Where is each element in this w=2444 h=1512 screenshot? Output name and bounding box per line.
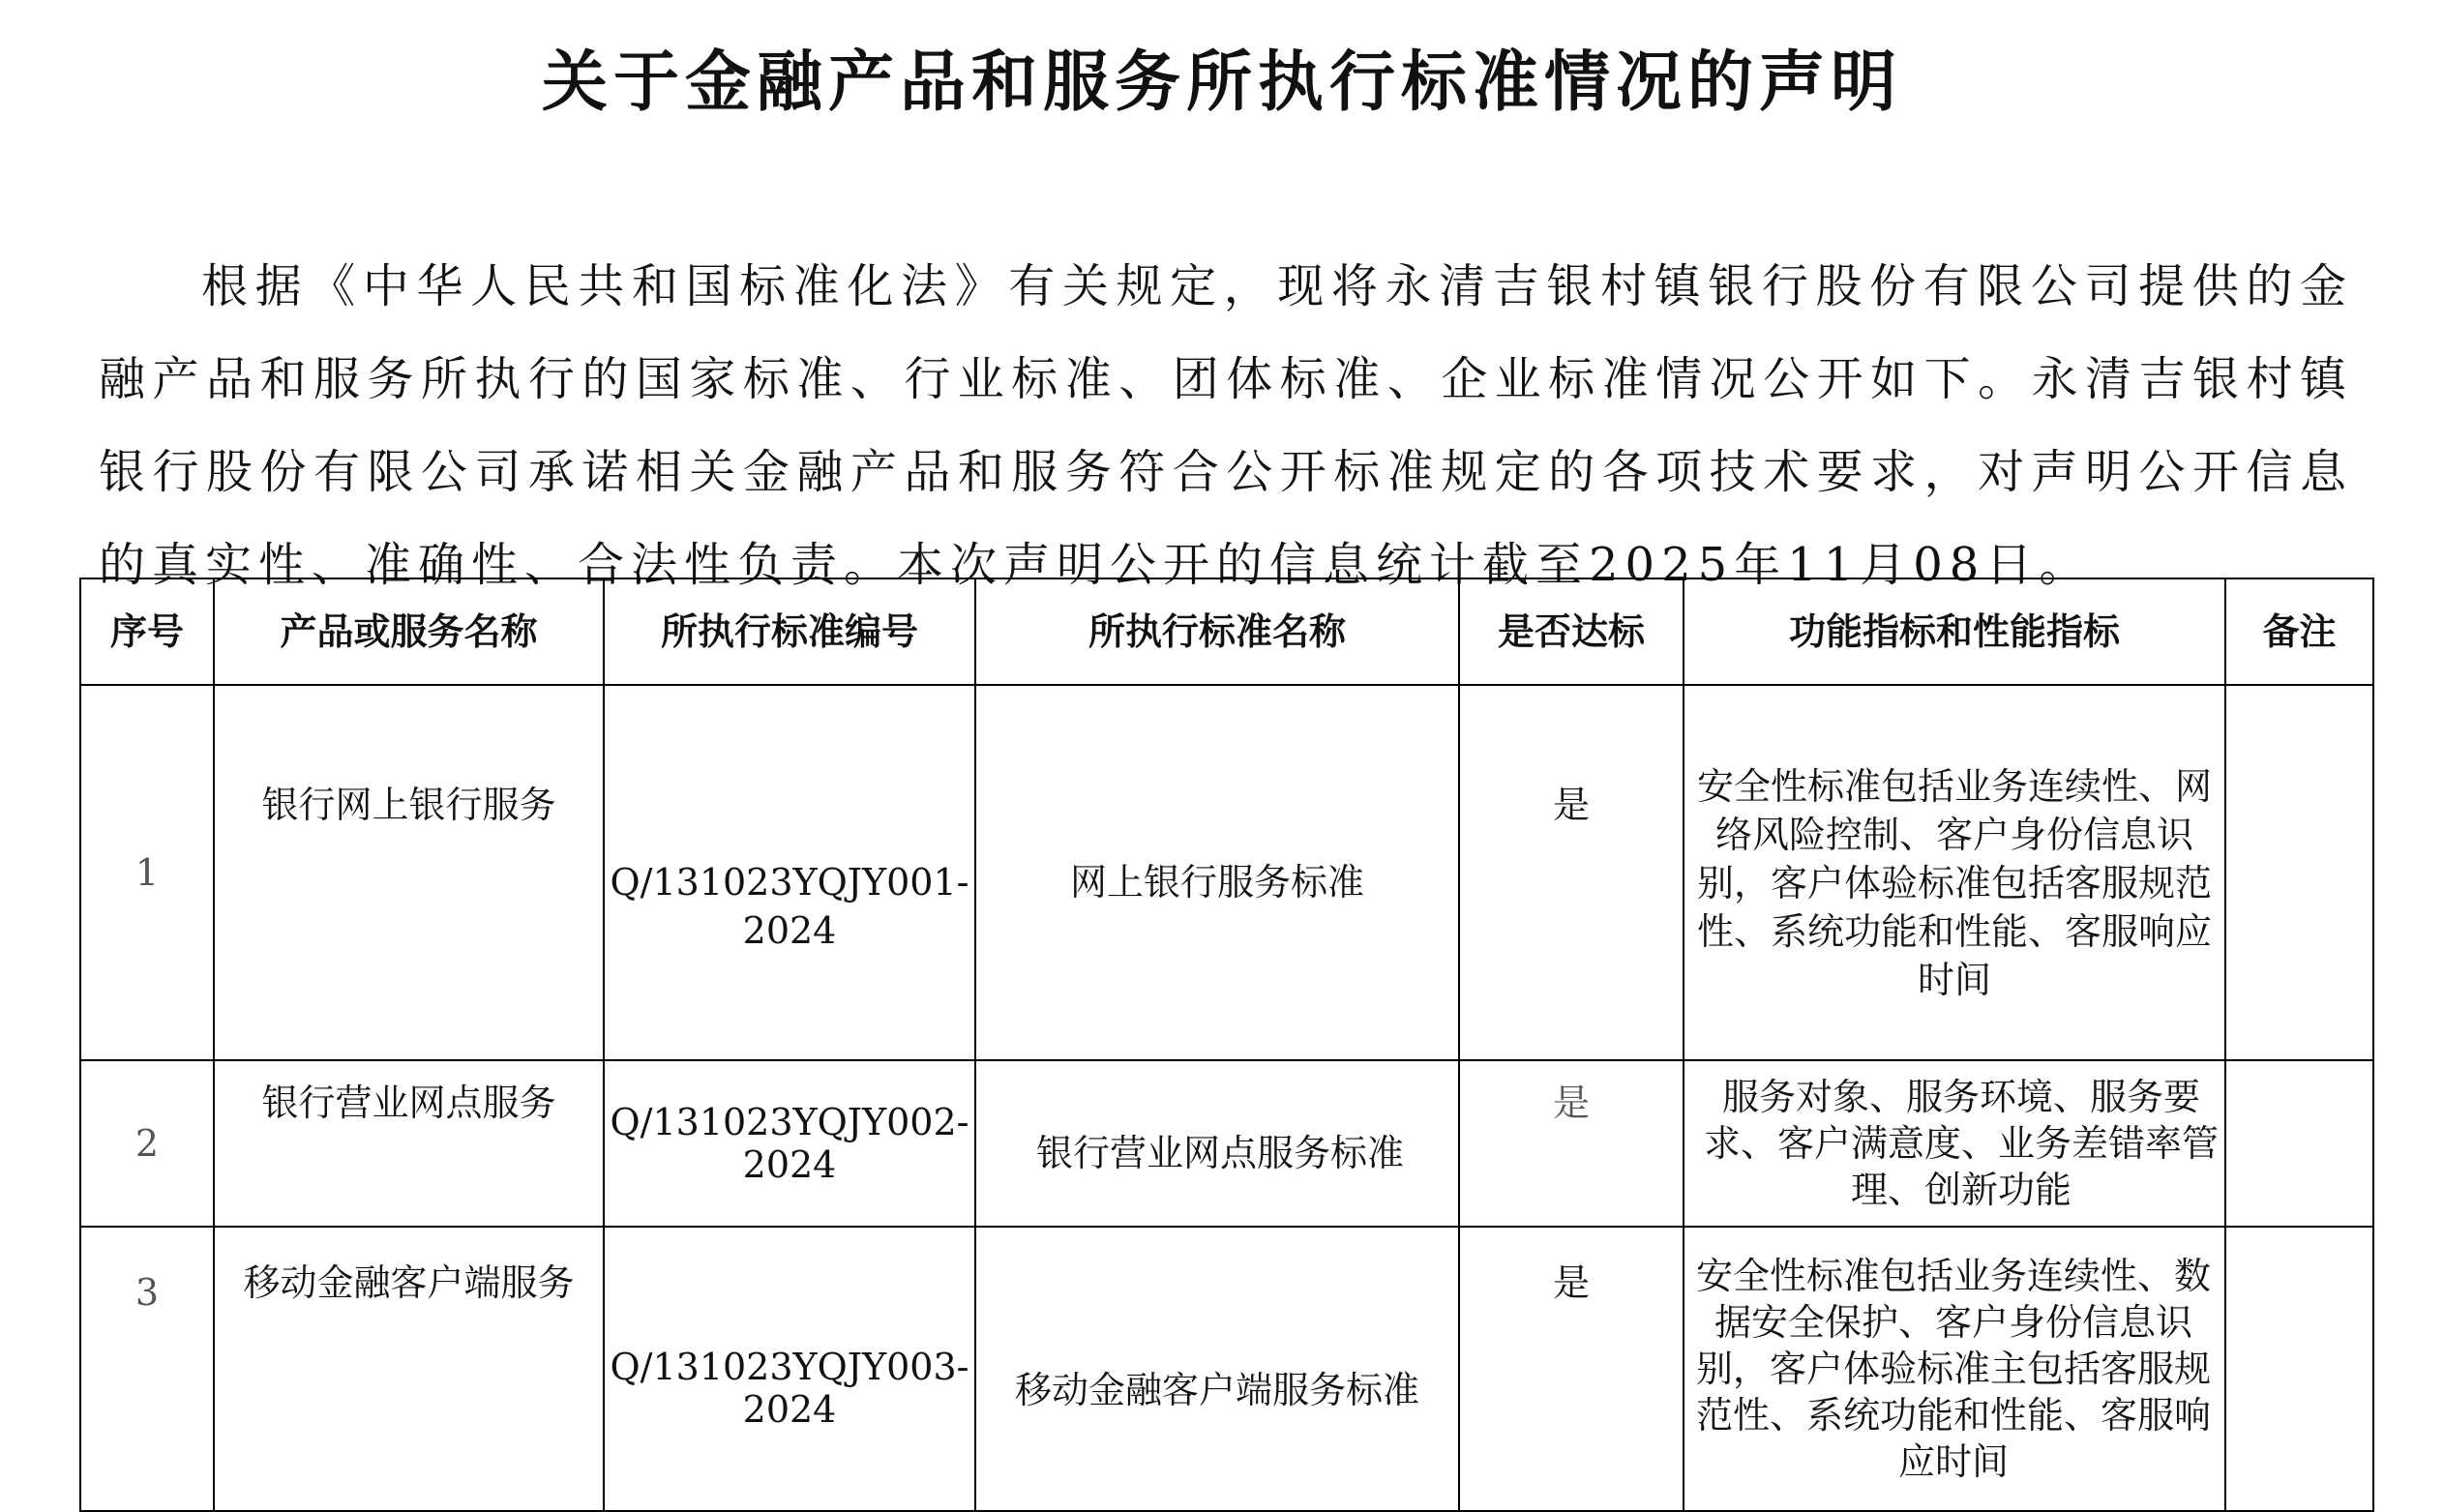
standard-code-cell: Q/131023YQJY003-2024 bbox=[604, 1227, 975, 1511]
table-header-row bbox=[80, 578, 2373, 685]
header-compliance: 是否达标 bbox=[1459, 578, 1684, 685]
header-serial: 序号 bbox=[80, 578, 214, 685]
serial-cell: 2 bbox=[80, 1060, 214, 1227]
compliance-cell: 是 bbox=[1459, 1227, 1684, 1511]
standard-code-cell: Q/131023YQJY002-2024 bbox=[604, 1060, 975, 1227]
compliance-cell: 是 bbox=[1459, 685, 1684, 1060]
table-row bbox=[80, 1060, 2373, 1227]
product-name-cell: 银行营业网点服务 bbox=[214, 1060, 604, 1227]
standard-name-cell: 银行营业网点服务标准 bbox=[975, 1060, 1459, 1227]
standard-name-cell: 移动金融客户端服务标准 bbox=[975, 1227, 1459, 1511]
product-name-cell: 银行网上银行服务 bbox=[214, 685, 604, 1060]
indicators-cell: 安全性标准包括业务连续性、网络风险控制、客户身份信息识别，客户体验标准包括客服规范性、系统功能和性能、客服响应时间 bbox=[1684, 685, 2225, 1060]
standards-table bbox=[79, 578, 2374, 1512]
header-indicators: 功能指标和性能指标 bbox=[1684, 578, 2225, 685]
remark-cell bbox=[2225, 1060, 2373, 1227]
table-row bbox=[80, 685, 2373, 1060]
serial-cell: 1 bbox=[80, 685, 214, 1060]
remark-cell bbox=[2225, 685, 2373, 1060]
document-title: 关于金融产品和服务所执行标准情况的声明 bbox=[541, 44, 1902, 121]
indicators-cell: 安全性标准包括业务连续性、数据安全保护、客户身份信息识别，客户体验标准主包括客服规范性、系统功能和性能、客服响应时间 bbox=[1684, 1227, 2225, 1511]
table-row bbox=[80, 1227, 2373, 1511]
compliance-cell: 是 bbox=[1459, 1060, 1684, 1227]
header-standard-name: 所执行标准名称 bbox=[975, 578, 1459, 685]
serial-cell: 3 bbox=[80, 1227, 214, 1511]
remark-cell bbox=[2225, 1227, 2373, 1511]
standard-code-cell: Q/131023YQJY001-2024 bbox=[604, 685, 975, 1060]
header-standard-code: 所执行标准编号 bbox=[604, 578, 975, 685]
header-product-name: 产品或服务名称 bbox=[214, 578, 604, 685]
product-name-cell: 移动金融客户端服务 bbox=[214, 1227, 604, 1511]
intro-paragraph: 根据《中华人民共和国标准化法》有关规定，现将永清吉银村镇银行股份有限公司提供的金融产品和服务所执行的国家标准、行业标准、团体标准、企业标准情况公开如下。永清吉银村镇银行股份有限公司承诺相关金融产品和服务符合公开标准规定的各项技术要求，对声明公开信息的真实性、准确性、合法性负责。本次声明公开的信息统计截至2025年11月08日。 bbox=[99, 259, 2353, 592]
header-remark: 备注 bbox=[2225, 578, 2373, 685]
indicators-cell: 服务对象、服务环境、服务要求、客户满意度、业务差错率管理、创新功能 bbox=[1684, 1060, 2225, 1227]
standard-name-cell: 网上银行服务标准 bbox=[975, 685, 1459, 1060]
